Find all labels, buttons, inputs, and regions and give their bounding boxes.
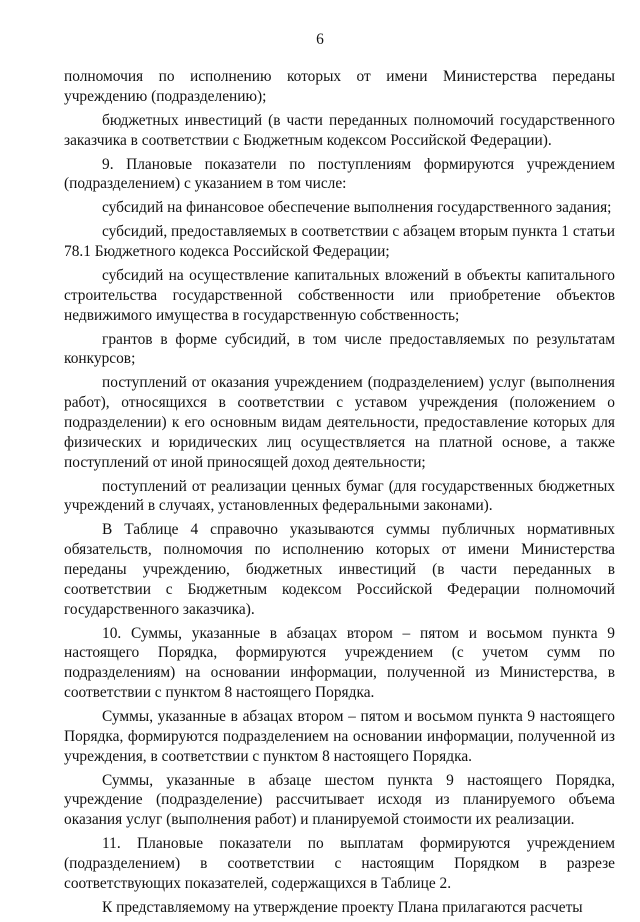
paragraph-item-10: 10. Суммы, указанные в абзацах втором – пятом и восьмом пункта 9 настоящего Порядка, формируются учреждением (с учетом сумм по подразделениям) на основании информации, полученной из Министерства, в соответствии с пунктом 8 настоящего Порядка. xyxy=(64,624,615,701)
paragraph-calculations: К представляемому на утверждение проекту Плана прилагаются расчеты xyxy=(102,898,583,916)
paragraph-subsidies-state-task: субсидий на финансовое обеспечение выполнения государственного задания; xyxy=(102,199,612,217)
paragraph-continuation: полномочия по исполнению которых от имени Министерства переданы учреждению (подразделению); xyxy=(64,68,615,105)
paragraph-item-11: 11. Плановые показатели по выплатам формируются учреждением (подразделением) в соответствии с настоящим Порядком в разрезе соответствующих показателей, содержащихся в Таблице 2. xyxy=(64,835,615,892)
paragraph-paid-services: поступлений от оказания учреждением (подразделением) услуг (выполнения работ), относящихся в соответствии с уставом учреждения (положением о подразделении) к его основным видам деятельности, предоставление которых для физических и юридических лиц осуществляется на платной основе, а также поступлений от иной приносящей доход деятельности; xyxy=(64,374,615,471)
paragraph-item-9: 9. Плановые показатели по поступлениям формируются учреждением (подразделением) с указанием в том числе: xyxy=(64,155,615,193)
page-number: 6 xyxy=(316,31,324,48)
paragraph-grants: грантов в форме субсидий, в том числе предоставляемых по результатам конкурсов; xyxy=(64,330,615,368)
paragraph-budget-investments: бюджетных инвестиций (в части переданных полномочий государственного заказчика в соответствии с Бюджетным кодексом Российской Федерации). xyxy=(64,111,615,149)
paragraph-subdivision-sums: Суммы, указанные в абзацах втором – пятом и восьмом пункта 9 настоящего Порядка, формируются подразделением на основании информации, полученной из учреждения, в соответствии с пунктом 8 настоящего Порядка. xyxy=(64,707,615,765)
paragraph-table-4: В Таблице 4 справочно указываются суммы публичных нормативных обязательств, полномочия по исполнению которых от имени Министерства переданы учреждению, бюджетных инвестиций (в части переданных в соответствии с Бюджетным кодексом Российской Федерации полномочий государственного заказчика). xyxy=(64,521,615,618)
paragraph-subsidies-capital: субсидий на осуществление капитальных вложений в объекты капитального строительства государственной собственности или приобретение объектов недвижимого имущества в государственную собственность; xyxy=(64,267,615,324)
paragraph-sixth-abzats-sums: Суммы, указанные в абзаце шестом пункта 9 настоящего Порядка, учреждение (подразделение) рассчитывает исходя из планируемого объема оказания услуг (выполнения работ) и планируемой стоимости их реализации. xyxy=(64,771,615,829)
document-body xyxy=(64,67,615,922)
paragraph-securities: поступлений от реализации ценных бумаг (для государственных бюджетных учреждений в случаях, установленных федеральными законами). xyxy=(64,477,615,515)
paragraph-subsidies-article-78-1: субсидий, предоставляемых в соответствии с абзацем вторым пункта 1 статьи 78.1 Бюджетного кодекса Российской Федерации; xyxy=(64,223,615,261)
